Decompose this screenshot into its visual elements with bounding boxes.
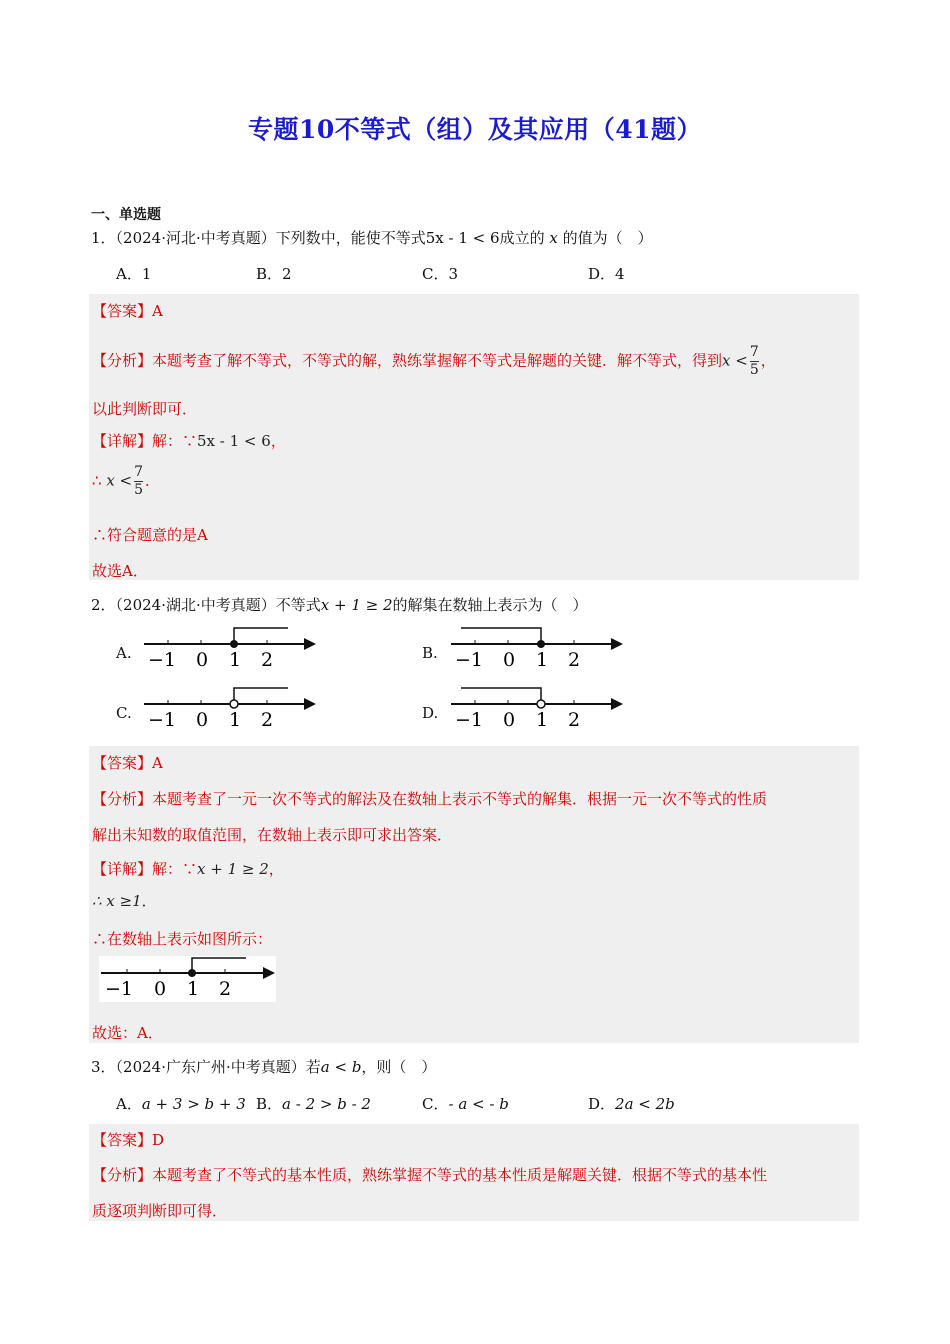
q2-option-d-numberline[interactable] (447, 684, 629, 734)
q2-option-b-label[interactable]: B. (422, 644, 438, 662)
q2-solution-numberline (99, 956, 276, 1002)
q2-option-c-numberline[interactable] (140, 684, 322, 734)
tick-label: 2 (261, 709, 274, 731)
document-title: 专题10不等式（组）及其应用（41题） (247, 115, 703, 144)
q1-conclusion: ∴符合题意的是A (92, 526, 208, 544)
tick-label: 2 (219, 978, 232, 1000)
q1-detail: 【详解】解：∵5x - 1 < 6， (92, 432, 286, 450)
q1-answer: 【答案】A (92, 302, 163, 320)
q2-option-a-label[interactable]: A. (116, 644, 132, 662)
q2-option-a-numberline[interactable] (140, 624, 322, 674)
tick-label: 2 (568, 709, 581, 731)
q1-therefore: ∴ $x < \frac{7}{5}$ ． (92, 464, 161, 498)
q1-answer-panel (89, 294, 859, 580)
q1-option-d[interactable]: D．4 (588, 265, 625, 283)
tick-label: 2 (568, 649, 581, 671)
q2-option-b-numberline[interactable] (447, 624, 629, 674)
question-2-stem: 2．（2024·湖北·中考真题）不等式x + 1 ≥ 2的解集在数轴上表示为（ ） (91, 596, 588, 614)
tick-label: −1 (455, 709, 484, 731)
q2-answer: 【答案】A (92, 754, 163, 772)
q2-axis-text: ∴在数轴上表示如图所示： (92, 930, 273, 948)
section-heading: 一、单选题 (91, 207, 161, 223)
q2-choose: 故选：A． (92, 1024, 163, 1042)
question-1-stem: 1．（2024·河北·中考真题）下列数中，能使不等式5x - 1 < 6成立的 x 的值为（ ） (91, 229, 653, 247)
tick-label: 1 (536, 709, 549, 731)
q2-analysis-cont: 解出未知数的取值范围，在数轴上表示即可求出答案． (92, 826, 453, 844)
tick-label: 1 (187, 978, 200, 1000)
tick-label: 1 (536, 649, 549, 671)
q3-option-c[interactable]: C．- a < - b (422, 1095, 509, 1113)
tick-label: −1 (148, 709, 177, 731)
q1-option-b[interactable]: B．2 (256, 265, 292, 283)
tick-label: −1 (148, 649, 177, 671)
q2-option-c-label[interactable]: C. (116, 704, 132, 722)
tick-label: 0 (503, 709, 516, 731)
q2-answer-panel (89, 746, 859, 1043)
q2-therefore: ∴ x ≥1． (92, 892, 157, 910)
q3-analysis-cont: 质逐项判断即可得． (92, 1202, 228, 1220)
q2-analysis: 【分析】本题考查了一元一次不等式的解法及在数轴上表示不等式的解集．根据一元一次不等式的性质 (92, 790, 768, 808)
tick-label: 0 (154, 978, 167, 1000)
question-3-stem: 3．（2024·广东广州·中考真题）若a < b，则（ ） (91, 1058, 437, 1076)
tick-label: 0 (196, 709, 209, 731)
q3-answer: 【答案】D (92, 1131, 165, 1149)
tick-label: 1 (229, 709, 242, 731)
q3-analysis: 【分析】本题考查了不等式的基本性质，熟练掌握不等式的基本性质是解题关键．根据不等式的基本性 (92, 1166, 768, 1184)
tick-label: 0 (503, 649, 516, 671)
q2-option-d-label[interactable]: D. (422, 704, 439, 722)
q3-option-a[interactable]: A．a + 3 > b + 3 (116, 1095, 246, 1113)
tick-label: 0 (196, 649, 209, 671)
tick-label: −1 (455, 649, 484, 671)
tick-label: 1 (229, 649, 242, 671)
q1-analysis-cont: 以此判断即可． (92, 400, 198, 418)
q1-option-a[interactable]: A．1 (116, 265, 152, 283)
q1-option-c[interactable]: C．3 (422, 265, 459, 283)
q3-option-b[interactable]: B．a - 2 > b - 2 (256, 1095, 371, 1113)
q1-analysis: 【分析】本题考查了解不等式，不等式的解，熟练掌握解不等式是解题的关键．解不等式，得到$x < \frac{7}{5}$ ， (92, 344, 776, 378)
q2-detail: 【详解】解：∵x + 1 ≥ 2， (92, 860, 284, 878)
q1-choose: 故选A． (92, 562, 148, 580)
q3-option-d[interactable]: D．2a < 2b (588, 1095, 675, 1113)
q3-answer-panel (89, 1124, 859, 1221)
tick-label: 2 (261, 649, 274, 671)
tick-label: −1 (105, 978, 134, 1000)
